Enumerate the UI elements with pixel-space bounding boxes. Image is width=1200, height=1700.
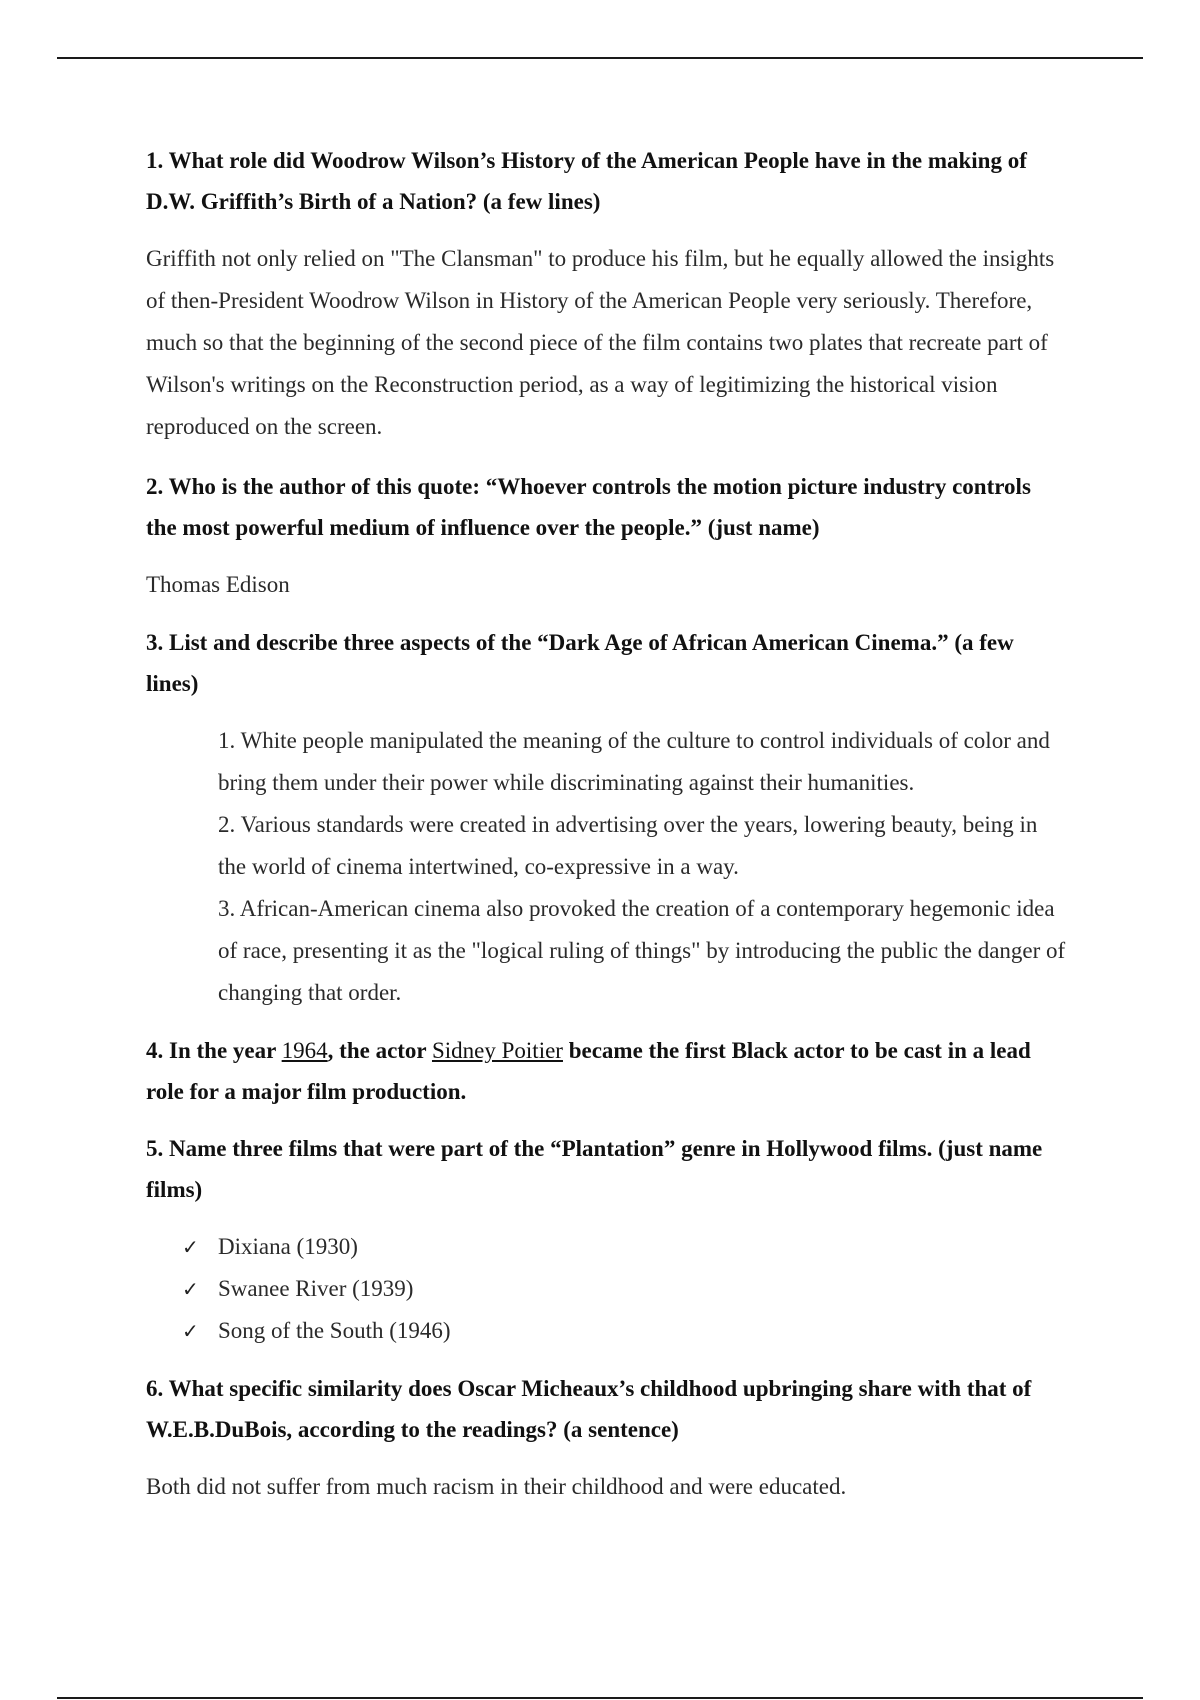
document-body: [146, 140, 1066, 1524]
question-4-middle: , the actor: [327, 1038, 432, 1063]
year-fill-in: 1964: [281, 1038, 328, 1063]
question-3: 3. List and describe three aspects of the “Dark Age of African American Cinema.” (a few lines): [146, 630, 1014, 696]
bottom-rule: [57, 1697, 1143, 1699]
answer-3-aspects: [218, 720, 1066, 1014]
question-5: 5. Name three films that were part of the “Plantation” genre in Hollywood films. (just name films): [146, 1136, 1043, 1202]
actor-fill-in: Sidney Poitier: [431, 1038, 563, 1063]
question-4-prefix: 4. In the year: [146, 1038, 282, 1063]
checkmark-icon: ✓: [182, 1319, 199, 1343]
list-item: [182, 1268, 1066, 1310]
top-rule: [57, 57, 1143, 59]
question-2: 2. Who is the author of this quote: “Whoever controls the motion picture industry controls the most powerful medium of influence over the people.” (just name): [146, 474, 1031, 540]
checkmark-icon: ✓: [182, 1277, 199, 1301]
answer-6: Both did not suffer from much racism in their childhood and were educated.: [146, 1474, 847, 1499]
films-list: [182, 1226, 1066, 1352]
aspect-item: 1. White people manipulated the meaning of the culture to control individuals of color and bring them under their power while discriminating against their humanities.: [218, 728, 1050, 795]
film-title: Swanee River (1939): [218, 1276, 414, 1301]
question-4-suffix: became the first Black actor to be cast in a lead role for a major film production.: [146, 1038, 1031, 1104]
list-item: [182, 1310, 1066, 1352]
aspect-item: 3. African-American cinema also provoked the creation of a contemporary hegemonic idea of race, presenting it as the "logical ruling of things" by introducing the public the danger of changing that order.: [218, 896, 1066, 1005]
checkmark-icon: ✓: [182, 1235, 199, 1259]
film-title: Dixiana (1930): [218, 1234, 358, 1259]
question-1: 1. What role did Woodrow Wilson’s History of the American People have in the making of D.W. Griffith’s Birth of a Nation? (a few lines): [146, 148, 1027, 214]
question-4: [146, 1030, 1066, 1112]
aspect-item: 2. Various standards were created in advertising over the years, lowering beauty, being in the world of cinema intertwined, co-expressive in a way.: [218, 812, 1038, 879]
film-title: Song of the South (1946): [218, 1318, 451, 1343]
list-item: [182, 1226, 1066, 1268]
answer-1: Griffith not only relied on "The Clansman" to produce his film, but he equally allowed the insights of then-President Woodrow Wilson in History of the American People very seriously. Therefore, much so that the beginning of the second piece of the film contains two plates that recreate part of Wilson's writings on the Reconstruction period, as a way of legitimizing the historical vision reproduced on the screen.: [146, 246, 1055, 439]
question-6: 6. What specific similarity does Oscar Micheaux’s childhood upbringing share with that of W.E.B.DuBois, according to the readings? (a sentence): [146, 1376, 1032, 1442]
answer-2: Thomas Edison: [146, 572, 290, 597]
